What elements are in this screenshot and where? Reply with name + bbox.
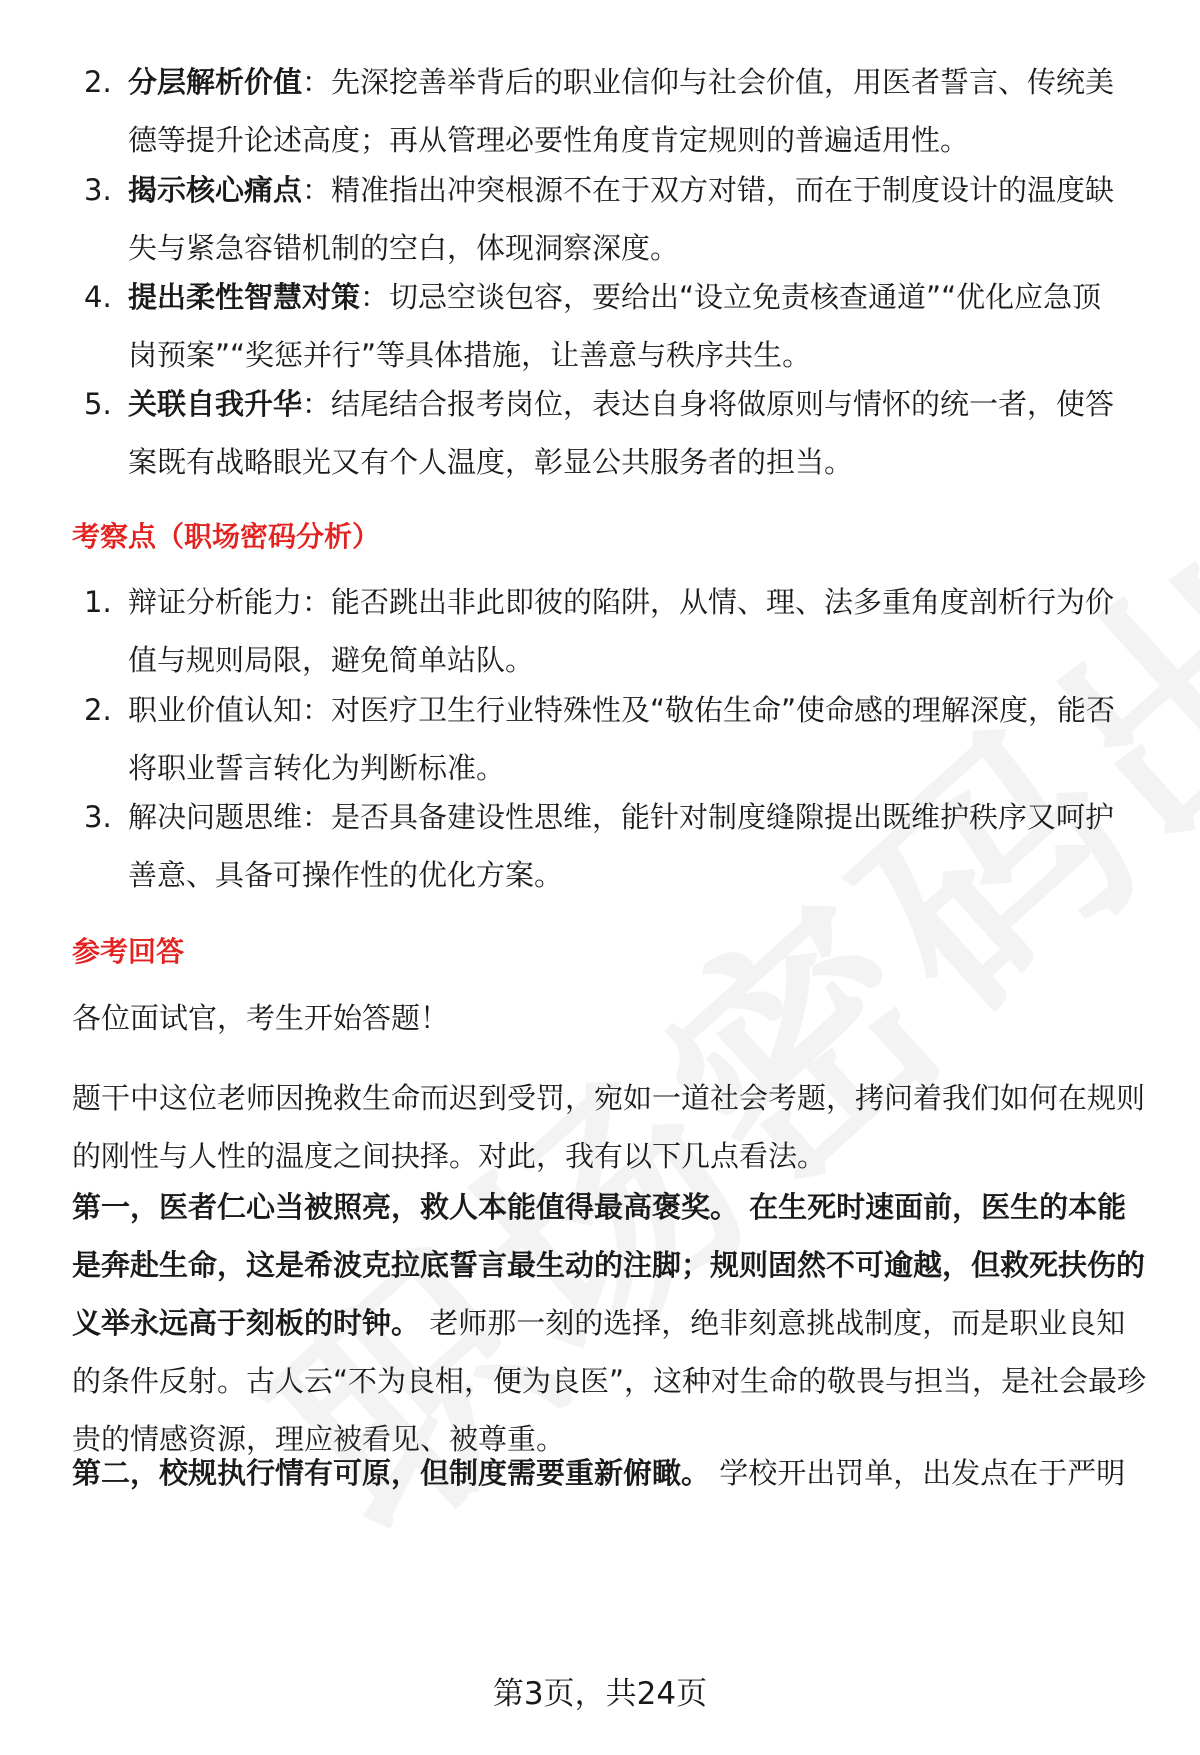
list-text: 职业价值认知：对医疗卫生行业特殊性及“敬佑生命”使命感的理解深度，能否将职业誓言转化为判断标准。 [128, 693, 1116, 785]
point-two-text: 学校开出罚单，出发点在于严明 [710, 1456, 1126, 1490]
item-body: ：结尾结合报考岗位，表达自身将做原则与情怀的统一者，使答案既有战略眼光又有个人温度，彰显公共服务者的担当。 [128, 387, 1115, 479]
section-heading-reference-answer: 参考回答 [72, 935, 185, 968]
point-one-bold: 第一，医者仁心当被照亮，救人本能值得最高褒奖。 在生死时速面前，医生的本能是奔赴生命，这是希波克拉底誓言最生动的注脚；规则固然不可逾越，但救死扶伤的义举永远高于刻板的时钟。 [72, 1190, 1146, 1340]
item-body: ：先深挖善举背后的职业信仰与社会价值，用医者誓言、传统美德等提升论述高度；再从管理必要性角度肯定规则的普遍适用性。 [128, 65, 1115, 157]
list-number: 3. [84, 173, 112, 207]
list-text [128, 375, 1128, 491]
item-body: ：精准指出冲突根源不在于双方对错，而在于制度设计的温度缺失与紧急容错机制的空白，体现洞察深度。 [128, 173, 1115, 265]
section-heading-exam-points: 考察点（职场密码分析） [72, 520, 381, 553]
list-text [128, 161, 1128, 277]
item-title: 关联自我升华 [128, 387, 303, 421]
page-footer: 第3页，共24页 [492, 1676, 708, 1712]
item-title: 揭示核心痛点 [128, 173, 303, 207]
list-text [128, 53, 1128, 169]
paragraph-opening: 各位面试官，考生开始答题！ [72, 1001, 450, 1035]
item-body: ：切忌空谈包容，要给出“设立免责核查通道”“优化应急顶岗预案”“奖惩并行”等具体措施，让善意与秩序共生。 [128, 280, 1102, 372]
item-title: 分层解析价值 [128, 65, 303, 99]
point-one-text: 老师那一刻的选择，绝非刻意挑战制度，而是职业良知的条件反射。古人云“不为良相，便为良医”，这种对生命的敬畏与担当，是社会最珍贵的情感资源，理应被看见、被尊重。 [72, 1306, 1147, 1456]
point-two-bold: 第二，校规执行情有可原，但制度需要重新俯瞰。 [72, 1456, 711, 1490]
paragraph-intro: 题干中这位老师因挽救生命而迟到受罚，宛如一道社会考题，拷问着我们如何在规则的刚性与人性的温度之间抉择。对此，我有以下几点看法。 [72, 1081, 1146, 1173]
list-number: 2. [84, 693, 112, 727]
list-text: 解决问题思维：是否具备建设性思维，能针对制度缝隙提出既维护秩序又呵护善意、具备可操作性的优化方案。 [128, 800, 1115, 892]
list-number: 2. [84, 65, 112, 99]
paragraph-point-two [72, 1444, 1152, 1502]
list-text [128, 268, 1128, 384]
list-number: 5. [84, 387, 112, 421]
paragraph-point-one [72, 1178, 1152, 1468]
list-number: 1. [84, 585, 112, 619]
list-text: 辩证分析能力：能否跳出非此即彼的陷阱，从情、理、法多重角度剖析行为价值与规则局限，避免简单站队。 [128, 585, 1115, 677]
list-number: 4. [84, 280, 112, 314]
item-title: 提出柔性智慧对策 [128, 280, 361, 314]
list-number: 3. [84, 800, 112, 834]
